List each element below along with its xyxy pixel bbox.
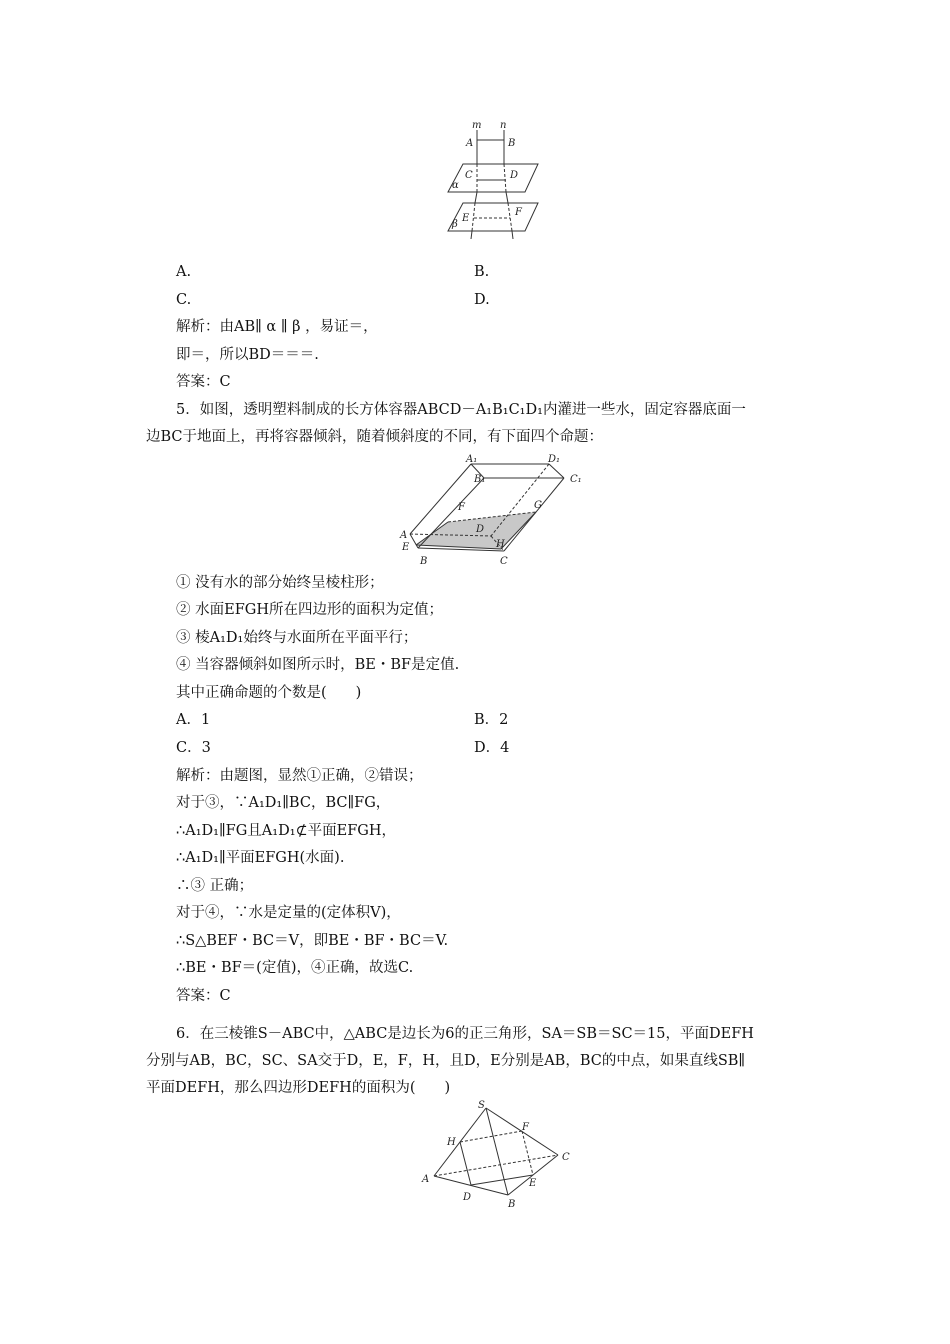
q5-proposition-2: ② 水面EFGH所在四边形的面积为定值； [176, 602, 443, 618]
label-A: A [422, 1174, 430, 1185]
label-C: C [465, 170, 473, 181]
q5-solution-line-4: ∴A₁D₁∥平面EFGH(水面). [176, 850, 345, 866]
label-n: n [500, 120, 507, 131]
q5-proposition-4: ④ 当容器倾斜如图所示时，BE・BF是定值. [176, 657, 460, 673]
label-E: E [529, 1178, 537, 1189]
label-E: E [462, 213, 470, 224]
label-F: F [458, 502, 465, 513]
q6-stem-line-1: 6．在三棱锥S－ABC中，△ABC是边长为6的正三角形，SA＝SB＝SC＝15，平面DEFH [176, 1026, 754, 1042]
q5-option-a: A．1 [176, 712, 211, 728]
q5-option-c: C．3 [176, 740, 211, 756]
q5-proposition-3: ③ 棱A₁D₁始终与水面所在平面平行； [176, 630, 418, 646]
q5-answer: 答案：C [176, 988, 231, 1004]
q5-stem-line-2: 边BC于地面上，再将容器倾斜，随着倾斜度的不同，有下面四个命题： [146, 429, 604, 445]
q5-option-d: D．4 [474, 740, 510, 756]
label-D: D [510, 170, 519, 181]
q5-solution-line-5: ∴③ 正确； [176, 878, 254, 894]
q6-stem-line-2: 分别与AB，BC，SC、SA交于D，E，F，H，且D，E分别是AB，BC的中点，如果直线SB∥ [146, 1053, 746, 1069]
label-F: F [522, 1122, 529, 1133]
label-alpha: α [452, 180, 459, 191]
label-C1: C₁ [570, 474, 582, 485]
label-B1: B₁ [474, 474, 486, 485]
label-beta: β [452, 219, 458, 230]
label-m: m [472, 120, 482, 131]
q4-option-d: D. [474, 292, 490, 308]
label-D1: D₁ [548, 454, 561, 465]
q4-option-c: C. [176, 292, 192, 308]
q5-solution-line-7: ∴S△BEF・BC＝V，即BE・BF・BC＝V. [176, 933, 449, 949]
label-E: E [402, 542, 410, 553]
q5-option-b: B．2 [474, 712, 509, 728]
label-H: H [496, 539, 505, 550]
q5-solution-line-8: ∴BE・BF＝(定值)，④正确，故选C. [176, 960, 414, 976]
label-S: S [478, 1100, 485, 1111]
label-D: D [476, 524, 485, 535]
q5-solution-line-3: ∴A₁D₁∥FG且A₁D₁⊄平面EFGH， [176, 823, 397, 839]
label-C: C [562, 1152, 570, 1163]
q6-stem-line-3: 平面DEFH，那么四边形DEFH的面积为( ) [146, 1080, 451, 1096]
q4-solution-line-2: 即＝，所以BD＝＝＝. [176, 347, 319, 363]
label-G: G [534, 500, 542, 511]
label-B: B [420, 556, 428, 567]
q5-question: 其中正确命题的个数是( ) [176, 685, 362, 701]
q4-solution-line-1: 解析：由AB∥ α ∥ β ，易证＝， [176, 319, 378, 335]
q4-answer: 答案：C [176, 374, 231, 390]
label-B: B [508, 1199, 516, 1210]
label-C: C [500, 556, 508, 567]
label-A: A [466, 138, 474, 149]
q5-solution-line-2: 对于③，∵A₁D₁∥BC，BC∥FG， [176, 795, 391, 811]
label-A: A [400, 530, 408, 541]
q5-solution-line-1: 解析：由题图，显然①正确，②错误； [176, 768, 423, 784]
label-D: D [463, 1192, 472, 1203]
label-A1: A₁ [466, 454, 478, 465]
label-H: H [447, 1137, 456, 1148]
label-B: B [508, 138, 516, 149]
q5-stem-line-1: 5．如图，透明塑料制成的长方体容器ABCD－A₁B₁C₁D₁内灌进一些水，固定容器底面一 [176, 402, 746, 418]
label-F: F [515, 207, 522, 218]
figure-pyramid [416, 1100, 576, 1210]
q5-solution-line-6: 对于④，∵水是定量的(定体积V)， [176, 905, 401, 921]
figure-tilted-container [396, 452, 596, 570]
q5-proposition-1: ① 没有水的部分始终呈棱柱形； [176, 575, 384, 591]
figure-parallel-planes [430, 118, 540, 240]
q4-option-b: B. [474, 264, 490, 280]
q4-option-a: A. [176, 264, 192, 280]
